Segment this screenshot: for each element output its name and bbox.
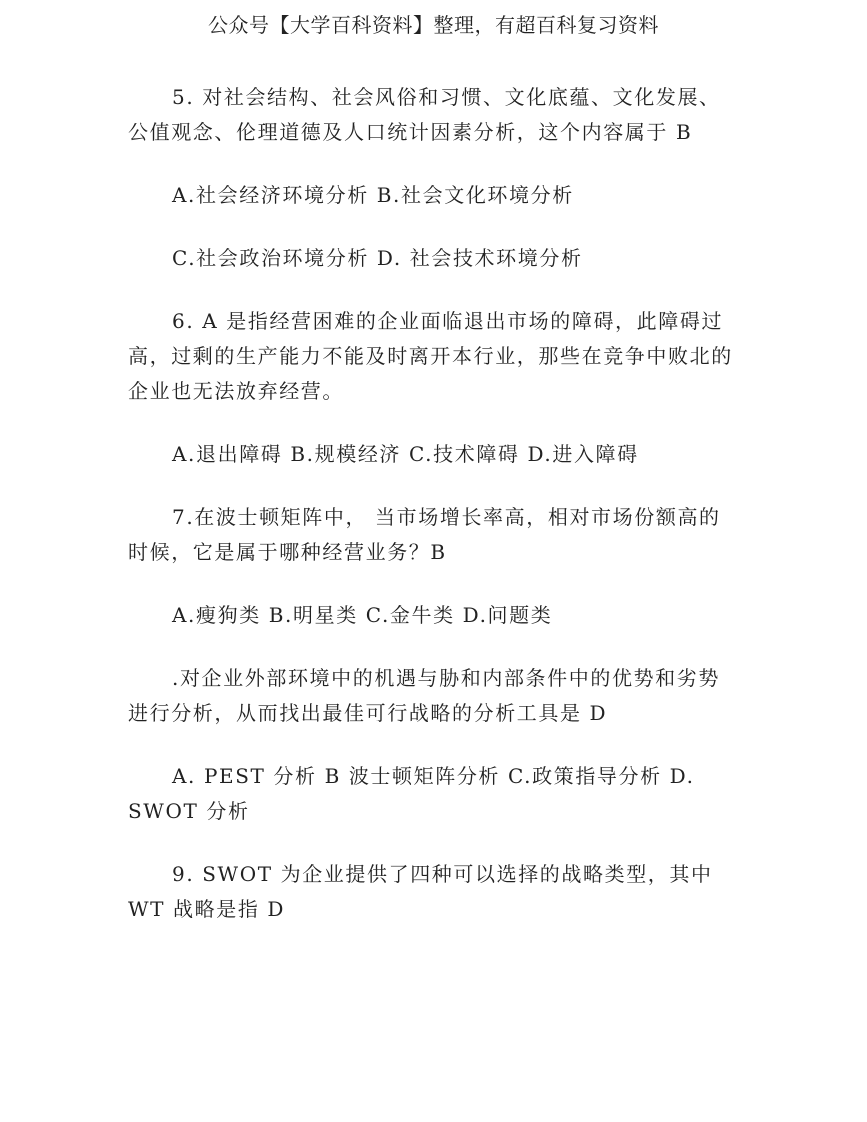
question-6-options: A.退出障碍 B.规模经济 C.技术障碍 D.进入障碍 [172, 442, 639, 466]
document-body [128, 80, 740, 955]
question-7-options: A.瘦狗类 B.明星类 C.金牛类 D.问题类 [172, 603, 553, 627]
question-5-stem: 5. 对社会结构、社会风俗和习惯、文化底蕴、文化发展、公值观念、伦理道德及人口统计因素分析，这个内容属于 B [128, 85, 721, 144]
question-5-options-ab: A.社会经济环境分析 B.社会文化环境分析 [172, 183, 574, 207]
question-6-stem: 6. A 是指经营困难的企业面临退出市场的障碍，此障碍过高，过剩的生产能力不能及时离开本行业，那些在竞争中败北的企业也无法放弃经营。 [128, 309, 733, 403]
question-5-options-cd: C.社会政治环境分析 D. 社会技术环境分析 [172, 246, 583, 270]
question-9-stem: 9. SWOT 为企业提供了四种可以选择的战略类型，其中 WT 战略是指 D [128, 862, 713, 921]
page-header: 公众号【大学百科资料】整理，有超百科复习资料 [208, 13, 659, 37]
question-8-options: A. PEST 分析 B 波士顿矩阵分析 C.政策指导分析 D. SWOT 分析 [128, 764, 695, 823]
question-8-stem: .对企业外部环境中的机遇与胁和内部条件中的优势和劣势进行分析，从而找出最佳可行战略的分析工具是 D [128, 666, 720, 725]
question-7-stem: 7.在波士顿矩阵中， 当市场增长率高，相对市场份额高的时候，它是属于哪种经营业务？B [128, 505, 721, 564]
